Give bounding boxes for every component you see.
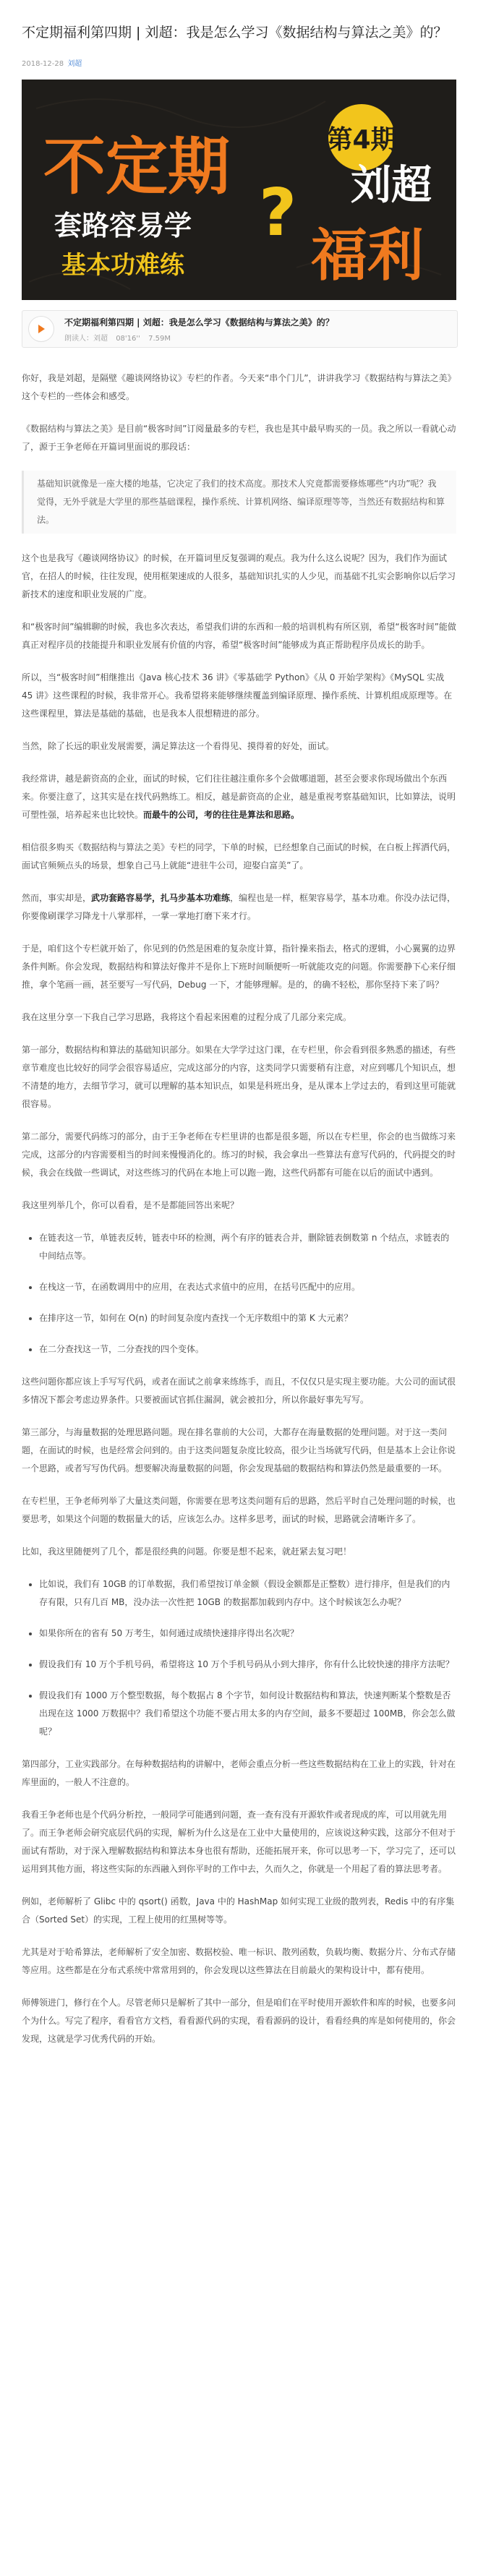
- list-item: • 在链表这一节，单链表反转，链表中环的检测，两个有序的链表合并，删除链表倒数第 n 个结点，求链表的中间结点等。: [39, 1229, 456, 1265]
- article-date: 2018-12-28: [22, 60, 64, 68]
- audio-title: 不定期福利第四期 | 刘超：我是怎么学习《数据结构与算法之美》的？: [64, 317, 334, 328]
- paragraph: 师傅领进门，修行在个人。尽管老师只是解析了其中一部分，但是咱们在平时使用开源软件和库的时候，也要多问个为什么。写完了程序，看看官方文档，看看源代码的实现，看看源码的设计，看看经典的库是如何使用的，你会发现，这就是学习优秀代码的开始。: [22, 1998, 456, 2044]
- paragraph: 第三部分，与海量数据的处理思路问题。现在排名靠前的大公司，大都存在海量数据的处理问题。对于这一类问题，在面试的时候，也是经常会问到的。由于这类问题复杂度比较高，很少让当场就写代码，但是基本上会让你说一个思路，或者写写伪代码。想要解决海量数据的问题，你会发现基础的数据结构和算法仍然是最重要的一环。: [22, 1427, 456, 1473]
- emphasis-text: 武功套路容易学，扎马步基本功难练: [91, 893, 231, 903]
- list-item: • 假设我们有 10 万个手机号码，希望将这 10 万个手机号码从小到大排序，你有什么比较快速的排序方法呢？: [39, 1656, 456, 1674]
- badge-text: 第4期: [326, 125, 397, 155]
- paragraph: 于是，咱们这个专栏就开始了，你见到的仍然是困难的复杂度计算，指针操来指去，格式的逻辑，小心翼翼的边界条件判断。你会发现，数据结构和算法好像并不是你上下班时间顺便听一听就能攻克的问题。你需要静下心来仔细推，拿个笔画一画，甚至要写一写代码，Debug 一下，才能够理解。是的，的确不轻松，那你坚持下来了吗？: [22, 943, 456, 990]
- list-item: • 在二分查找这一节，二分查找的四个变体。: [39, 1340, 456, 1358]
- paragraph-text: 然而，事实却是，: [22, 893, 92, 903]
- banner-question-mark: ?: [259, 175, 297, 251]
- audio-size: 7.59M: [148, 334, 171, 343]
- banner-image: [22, 80, 456, 300]
- article-meta: [22, 57, 456, 68]
- paragraph: 所以，当“极客时间”相继推出《Java 核心技术 36 讲》《零基础学 Python》《从 0 开始学架构》《MySQL 实战 45 讲》这些课程的时候，我非常开心。我希望将来能够继续覆盖到编译原理、操作系统、计算机组成原理等。在这些课程里，算法是基础的基础，也是我本人很想精进的部分。: [22, 672, 453, 719]
- paragraph: 这个也是我写《趣谈网络协议》的时候，在开篇词里反复强调的观点。我为什么这么说呢？因为，我们作为面试官，在招人的时候，往往发现，使用框架速成的人很多，基础知识扎实的人少见，而基础不扎实会影响你以后学习新技术的速度和职业发展的广度。: [22, 553, 456, 599]
- paragraph-text: 我经常讲，越是薪资高的企业，面试的时候，它们往往越注重你多个会做哪道题，甚至会要求你现场做出个东西来。你要注意了，这其实是在找代码熟练工。相反，越是薪资高的企业，越是重视考察基础知识，比如算法，说明可塑性强，培养起来也比较快。: [22, 774, 456, 820]
- paragraph: 当然，除了长远的职业发展需要，满足算法这一个看得见、摸得着的好处，面试。: [22, 741, 335, 751]
- banner-welfare-text: 福利: [311, 223, 424, 288]
- paragraph: 第四部分，工业实践部分。在每种数据结构的讲解中，老师会重点分析一些这些数据结构在工业上的实践，针对在库里面的，一般人不注意的。: [22, 1759, 456, 1787]
- author-tag[interactable]: 刘超: [67, 60, 82, 68]
- paragraph: 我看王争老师也是个代码分析控，一般同学可能遇到问题，查一查有没有开源软件或者现成的库，可以用就先用了。而王争老师会研究底层代码的实现，解析为什么这是在工业中大量使用的，应该说这种实践，这部分不但对于面试有帮助，对于深入理解数据结构和算法本身也很有帮助，还能拓展开来，你可以思考一下，学习完了，还可以运用到其他方面，将这些实际的东西融入到你平时的工作中去，久而久之，你就是一个用起了看的算法思考者。: [22, 1810, 456, 1874]
- paragraph: 在专栏里，王争老师列举了大量这类问题，你需要在思考这类问题有后的思路，然后平时自己处理问题的时候，也要思考，如果这个问题的数据量大的话，应该怎么办。这样多思考，面试的时候，思路就会清晰许多了。: [22, 1496, 456, 1524]
- paragraph: 这些问题你都应该上手写写代码，或者在面试之前拿来练练手，而且，不仅仅只是实现主要功能。大公司的面试很多情况下都会考虑边界条件。只要被面试官抓住漏洞，就会被扣分，所以你最好事先写写。: [22, 1377, 456, 1405]
- paragraph: 尤其是对于哈希算法，老师解析了安全加密、数据校验、唯一标识、散列函数，负载均衡、数据分片、分布式存储等应用。这些都是在分布式系统中常常用到的，你会发现以这些算法在目前最火的架构设计中，都有使用。: [22, 1947, 456, 1975]
- audio-duration: 08'16'': [116, 334, 140, 343]
- paragraph: [22, 889, 456, 925]
- audio-meta: [64, 332, 334, 343]
- list-item: • 假设我们有 1000 万个整型数据，每个数据占 8 个字节，如何设计数据结构和算法，快速判断某个整数是否出现在这 1000 万数据中？我们希望这个功能不要占用太多的内存空间，最多不要超过 100MB，你会怎么做呢？: [39, 1687, 456, 1741]
- paragraph-text: ，编程也是一样，框架容易学，基本功难。你没办法记得，你要像刷课学习降龙十八掌那样，一掌一掌地打磨下来才行。: [22, 893, 456, 921]
- question-list: [22, 1229, 456, 1358]
- paragraph: 《数据结构与算法之美》是目前“极客时间”订阅量最多的专栏，我也是其中最早购买的一员。我之所以一看就心动了，源于王争老师在开篇词里面说的那段话：: [22, 424, 456, 452]
- paragraph: 我这里列举几个，你可以看看，是不是都能回答出来呢？: [22, 1200, 239, 1210]
- audio-info: [64, 316, 334, 343]
- audio-player[interactable]: [22, 310, 458, 348]
- paragraph: 比如，我这里随便列了几个，都是很经典的问题。你要是想不起来，就赶紧去复习吧！: [22, 1546, 352, 1557]
- quote-block: [22, 471, 456, 534]
- paragraph: 第二部分，需要代码练习的部分，由于王争老师在专栏里讲的也都是很多题，所以在专栏里，你会的也当做练习来完成，这部分的内容需要相当的时间来慢慢消化的。练习的时候，我会拿出一些算法有意写代码的，代码提交的时候，我会在线做一些调试，对这些练习的代码在本地上可以跑一跑，这些代码都有可能在以后的面试中遇到。: [22, 1131, 456, 1178]
- paragraph: 和“极客时间”编辑聊的时候，我也多次表达，希望我们讲的东西和一般的培训机构有所区别，希望“极客时间”能做真正对程序员的技能提升和职业发展有价值的内容，希望“极客时间”能够成为真正帮助程序员成长的助手。: [22, 622, 456, 650]
- banner-sub-line2: 基本功难练: [61, 251, 184, 280]
- quote-text: 基础知识就像是一座大楼的地基，它决定了我们的技术高度。那技术人究竟都需要修炼哪些“内功”呢？我觉得，无外乎就是大学里的那些基础课程，操作系统、计算机网络、编译原理等等，当然还有数据结构和算法。: [37, 479, 445, 525]
- paragraph: [22, 770, 456, 824]
- banner-main-text: 不定期: [43, 131, 230, 203]
- question-list: [22, 1575, 456, 1741]
- list-item: • 比如说，我们有 10GB 的订单数据，我们希望按订单金额（假设金额都是正整数）进行排序，但是我们的内存有限，只有几百 MB，没办法一次性把 10GB 的数据都加载到内存中。这个时候该怎么办呢？: [39, 1575, 456, 1612]
- emphasis-text: 而最牛的公司，考的往往是算法和思路。: [143, 810, 300, 820]
- banner-sub-line1: 套路容易学: [54, 210, 192, 241]
- play-button[interactable]: [28, 316, 54, 342]
- list-item: • 在栈这一节，在函数调用中的应用，在表达式求值中的应用，在括号匹配中的应用。: [39, 1278, 456, 1296]
- audio-reader: 朗读人：刘超: [64, 334, 108, 343]
- banner-author-text: 刘超: [351, 162, 432, 209]
- list-item: • 如果你所在的省有 50 万考生，如何通过成绩快速排序得出名次呢？: [39, 1625, 456, 1643]
- paragraph: 你好，我是刘超，是隔壁《趣谈网络协议》专栏的作者。今天来“串个门儿”，讲讲我学习《数据结构与算法之美》这个专栏的一些体会和感受。: [22, 373, 456, 401]
- page-title: 不定期福利第四期 | 刘超：我是怎么学习《数据结构与算法之美》的？: [22, 25, 448, 40]
- paragraph: 例如，老师解析了 Glibc 中的 qsort() 函数，Java 中的 HashMap 如何实现工业级的散列表，Redis 中的有序集合（Sorted Set）的实现，工程上使用的红黑树等等。: [22, 1896, 455, 1925]
- paragraph: 第一部分，数据结构和算法的基础知识部分。如果在大学学过这门课，在专栏里，你会看到很多熟悉的描述，有些章节难度也比较好的同学会很容易适应，完成这部分的内容，这类同学只需要稍有注意，对应到哪几个知识点，想不清楚的地方，去细节学习，就可以理解的基本知识点，如果是科班出身，是从课本上学过去的，看到这里可能就很容易。: [22, 1045, 456, 1109]
- paragraph: 相信很多购买《数据结构与算法之美》专栏的同学，下单的时候，已经想象自己面试的时候，在白板上挥洒代码，面试官频频点头的场景，想象自己马上就能“进驻牛公司，迎娶白富美”了。: [22, 842, 456, 870]
- play-icon: [36, 324, 46, 334]
- paragraph: 我在这里分享一下我自己学习思路，我将这个看起来困难的过程分成了几部分来完成。: [22, 1012, 352, 1022]
- list-item: • 在排序这一节，如何在 O(n) 的时间复杂度内查找一个无序数组中的第 K 大元素？: [39, 1309, 456, 1327]
- article-body: [22, 369, 456, 2048]
